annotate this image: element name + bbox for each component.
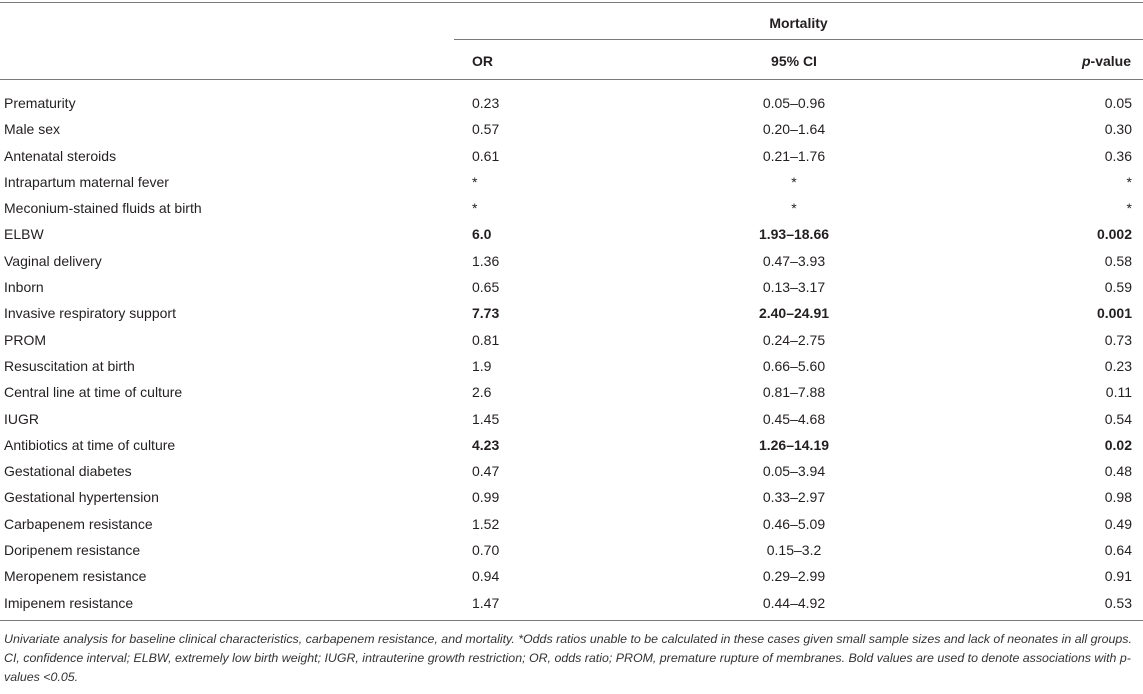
row-p-value: 0.53 [1104, 594, 1132, 611]
table-row [0, 90, 1143, 116]
row-p-value: 0.36 [1104, 147, 1132, 164]
row-label: IUGR [4, 410, 39, 427]
row-odds-ratio: 0.65 [472, 279, 500, 296]
row-p-value: * [1126, 200, 1132, 217]
row-label: Resuscitation at birth [4, 357, 135, 374]
row-p-value: 0.73 [1104, 331, 1132, 348]
row-odds-ratio: 4.23 [472, 436, 500, 453]
table-body [0, 90, 1143, 616]
table-row [0, 353, 1143, 379]
top-rule [0, 2, 1143, 3]
row-confidence-interval: 0.46–5.09 [762, 515, 826, 532]
row-confidence-interval: 0.47–3.93 [762, 252, 826, 269]
row-label: PROM [4, 331, 46, 348]
table-footnote: Univariate analysis for baseline clinical characteristics, carbapenem resistance, and mortality. *Odds ratios unable to be calculated in these cases given small sample sizes and lack of neonates in all groups. CI, confidence interval; ELBW, extremely low birth weight; IUGR, intrauterine growth restriction; OR, odds ratio; PROM, premature rupture of membranes. Bold values are used to denote associations with p-values <0.05. [4, 632, 1132, 684]
row-odds-ratio: 0.94 [472, 568, 500, 585]
row-p-value: 0.64 [1104, 542, 1132, 559]
column-header-pvalue [1082, 52, 1131, 70]
row-label: Prematurity [4, 95, 76, 111]
table-row [0, 406, 1143, 432]
bottom-rule [0, 620, 1143, 621]
header-rule [0, 79, 1143, 80]
row-label: Male sex [4, 121, 61, 138]
row-label: Meconium-stained fluids at birth [4, 200, 202, 217]
row-p-value: 0.98 [1104, 489, 1132, 506]
row-p-value: 0.02 [1104, 436, 1132, 453]
group-header-mortality: Mortality [769, 15, 828, 31]
table-row [0, 484, 1143, 510]
row-confidence-interval: * [791, 173, 797, 190]
pvalue-italic-p: p [1081, 53, 1091, 69]
row-confidence-interval: 0.81–7.88 [762, 384, 826, 401]
row-p-value: 0.54 [1104, 410, 1132, 427]
row-label: Vaginal delivery [4, 252, 102, 269]
table-row [0, 221, 1143, 247]
table-row [0, 248, 1143, 274]
table-row [0, 274, 1143, 300]
row-odds-ratio: 1.52 [472, 515, 500, 532]
row-label: Meropenem resistance [4, 568, 147, 585]
row-label: Doripenem resistance [4, 542, 141, 559]
row-odds-ratio: 6.0 [472, 226, 492, 243]
row-odds-ratio: * [472, 173, 478, 190]
row-p-value: 0.49 [1104, 515, 1132, 532]
row-label: Antibiotics at time of culture [4, 436, 176, 453]
row-label: Intrapartum maternal fever [4, 173, 169, 190]
row-confidence-interval: 0.44–4.92 [762, 594, 826, 611]
row-p-value: 0.58 [1104, 252, 1132, 269]
table-row [0, 511, 1143, 537]
row-odds-ratio: 1.36 [472, 252, 500, 269]
row-confidence-interval: 0.05–0.96 [762, 95, 826, 111]
table-row [0, 143, 1143, 169]
row-confidence-interval: 0.29–2.99 [762, 568, 826, 585]
column-header-ci: 95% CI [771, 53, 817, 69]
row-p-value: 0.30 [1104, 121, 1132, 138]
row-confidence-interval: 2.40–24.91 [758, 305, 830, 322]
row-label: Inborn [4, 279, 44, 296]
row-p-value: 0.001 [1096, 305, 1132, 322]
row-odds-ratio: 0.47 [472, 463, 500, 480]
row-confidence-interval: 0.15–3.2 [766, 542, 822, 559]
row-p-value: 0.91 [1104, 568, 1132, 585]
row-label: Carbapenem resistance [4, 515, 153, 532]
row-label: Imipenem resistance [4, 594, 134, 611]
row-odds-ratio: 1.47 [472, 594, 500, 611]
row-odds-ratio: 0.57 [472, 121, 500, 138]
table-row [0, 379, 1143, 405]
row-label: ELBW [4, 226, 44, 243]
table-row [0, 327, 1143, 353]
row-label: Gestational diabetes [4, 463, 132, 480]
table-row [0, 458, 1143, 484]
row-p-value: 0.48 [1104, 463, 1132, 480]
row-confidence-interval: 0.24–2.75 [762, 331, 826, 348]
table-row [0, 537, 1143, 563]
row-confidence-interval: 0.33–2.97 [762, 489, 826, 506]
row-confidence-interval: * [791, 200, 797, 217]
row-label: Gestational hypertension [4, 489, 159, 506]
row-confidence-interval: 0.45–4.68 [762, 410, 826, 427]
table-row [0, 590, 1143, 616]
table-row [0, 563, 1143, 589]
group-rule [454, 39, 1143, 40]
row-p-value: 0.59 [1104, 279, 1132, 296]
row-label: Central line at time of culture [4, 384, 183, 401]
row-label: Invasive respiratory support [4, 305, 176, 322]
row-label: Antenatal steroids [4, 147, 117, 164]
row-odds-ratio: 1.9 [472, 357, 492, 374]
row-confidence-interval: 0.13–3.17 [762, 279, 826, 296]
table-row [0, 169, 1143, 195]
row-odds-ratio: 0.70 [472, 542, 500, 559]
row-odds-ratio: 0.81 [472, 331, 500, 348]
pvalue-suffix: -value [1090, 53, 1131, 69]
row-confidence-interval: 1.26–14.19 [758, 436, 830, 453]
row-p-value: 0.05 [1104, 95, 1132, 111]
table-row [0, 432, 1143, 458]
row-confidence-interval: 0.05–3.94 [762, 463, 826, 480]
row-p-value: 0.11 [1105, 384, 1132, 401]
row-p-value: 0.23 [1104, 357, 1132, 374]
row-odds-ratio: 0.99 [472, 489, 500, 506]
table-row [0, 195, 1143, 221]
row-odds-ratio: 0.23 [472, 95, 500, 111]
row-p-value: * [1126, 173, 1132, 190]
row-odds-ratio: 0.61 [472, 147, 500, 164]
row-odds-ratio: 2.6 [472, 384, 492, 401]
row-confidence-interval: 0.20–1.64 [762, 121, 826, 138]
row-odds-ratio: * [472, 200, 478, 217]
row-confidence-interval: 0.21–1.76 [762, 147, 826, 164]
row-odds-ratio: 7.73 [472, 305, 500, 322]
row-odds-ratio: 1.45 [472, 410, 500, 427]
row-confidence-interval: 1.93–18.66 [758, 226, 830, 243]
column-header-or: OR [472, 53, 493, 69]
table-row [0, 300, 1143, 326]
row-confidence-interval: 0.66–5.60 [762, 357, 826, 374]
row-p-value: 0.002 [1096, 226, 1132, 243]
table-row [0, 116, 1143, 142]
